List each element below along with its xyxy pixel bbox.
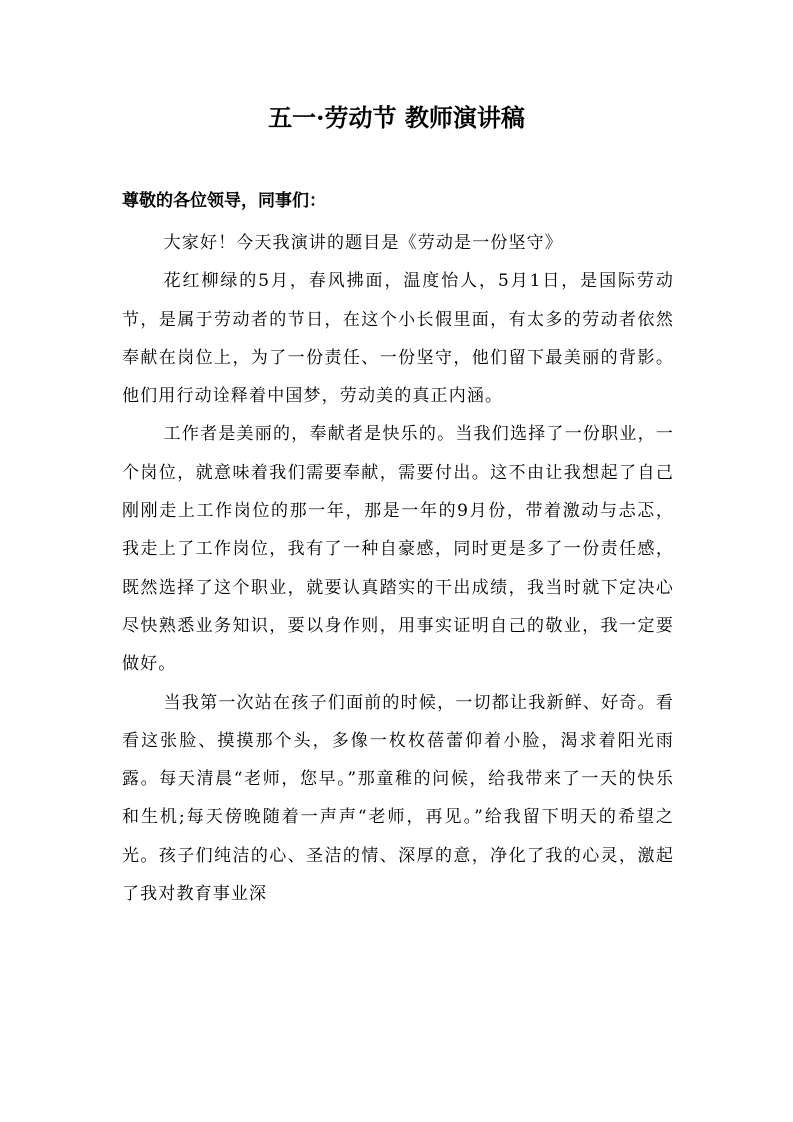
paragraph-career: 工作者是美丽的，奉献者是快乐的。当我们选择了一份职业，一个岗位，就意味着我们需要奉献，需要付出。这不由让我想起了自己刚刚走上工作岗位的那一年，那是一年的9月份，带着激动与忐忑，我走上了工作岗位，我有了一种自豪感，同时更是多了一份责任感，既然选择了这个职业，就要认真踏实的干出成绩，我当时就下定决心尽快熟悉业务知识，要以身作则，用事实证明自己的敬业，我一定要做好。 bbox=[122, 424, 674, 675]
greeting-line: 尊敬的各位领导，同事们： bbox=[122, 191, 326, 211]
paragraph-children: 当我第一次站在孩子们面前的时候，一切都让我新鲜、好奇。看看这张脸、摸摸那个头，多像一枚枚蓓蕾仰着小脸，渴求着阳光雨露。每天清晨“老师，您早。”那童稚的问候，给我带来了一天的快乐和生机;每天傍晚随着一声声“老师，再见。”给我留下明天的希望之光。孩子们纯洁的心、圣洁的情、深厚的意，净化了我的心灵，激起了我对教育事业深 bbox=[122, 692, 674, 905]
document-body bbox=[122, 224, 674, 913]
document-title: 五一·劳动节 教师演讲稿 bbox=[268, 103, 525, 132]
paragraph-intro: 大家好！今天我演讲的题目是《劳动是一份坚守》 bbox=[163, 233, 563, 253]
paragraph-labor-day: 花红柳绿的5月，春风拂面，温度怡人，5月1日，是国际劳动节，是属于劳动者的节日，在这个小长假里面，有太多的劳动者依然奉献在岗位上，为了一份责任、一份坚守，他们留下最美丽的背影。他们用行动诠释着中国梦，劳动美的真正内涵。 bbox=[122, 271, 674, 407]
